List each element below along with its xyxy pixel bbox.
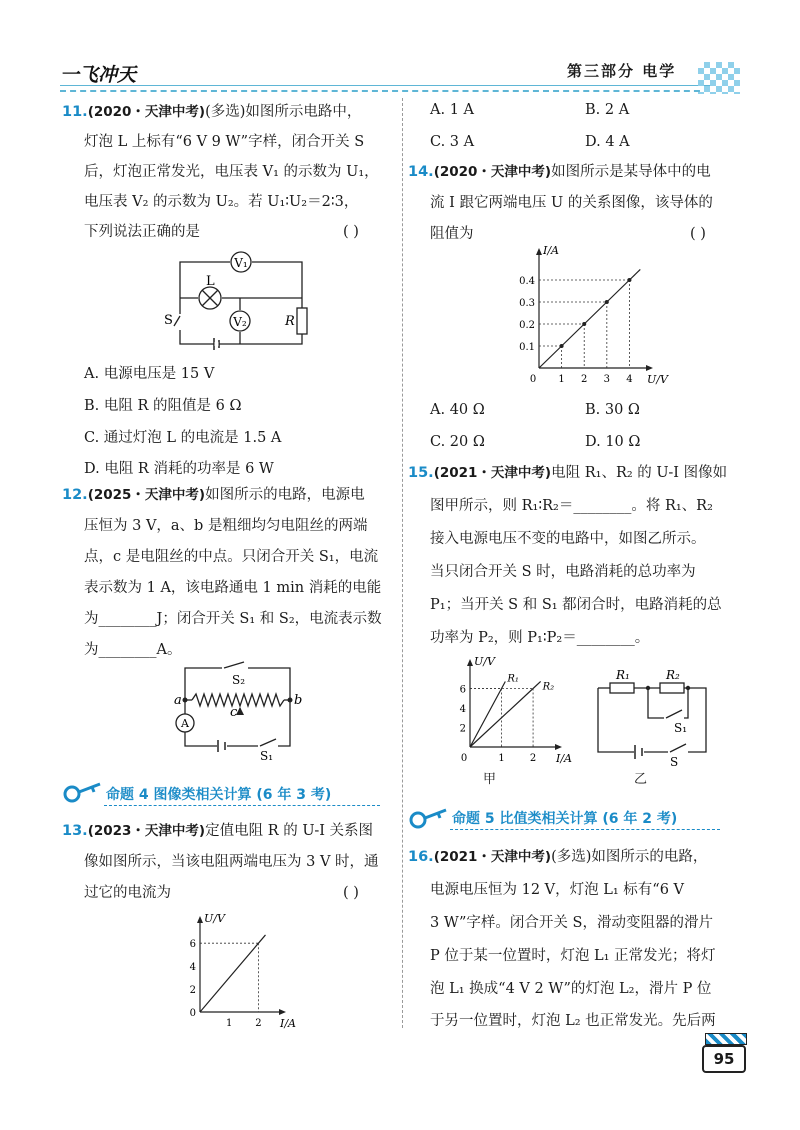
- x-axis-arrow: [279, 1009, 286, 1015]
- topic-4-heading: 命题 4 图像类相关计算 (6 年 3 考): [106, 787, 332, 803]
- q11-option-d: D. 电阻 R 消耗的功率是 6 W: [84, 461, 274, 477]
- series-line-0: [539, 269, 640, 368]
- q15-fig-a-caption: 甲: [483, 772, 497, 787]
- q12-line-2: 压恒为 3 V，a、b 是粗细均匀电阻丝的两端: [84, 518, 368, 534]
- q11-switch-label: S: [164, 313, 173, 328]
- q14-number: 14.: [408, 164, 434, 180]
- x-axis-label: U/V: [647, 373, 668, 386]
- x-tick-label: 1: [498, 753, 505, 764]
- series-line-1: [470, 681, 541, 747]
- q13-option-a: A. 1 A: [430, 102, 474, 118]
- q12-line-1: 12.(2025・天津中考)如图所示的电路，电源电: [62, 487, 365, 503]
- topic-4-count: (6 年 3 考): [256, 787, 332, 803]
- q16-line-6: 于另一位置时，灯泡 L₂ 也正常发光。先后两: [430, 1013, 716, 1029]
- q15-line-4: 当只闭合开关 S 时，电路消耗的总功率为: [430, 564, 696, 580]
- q13-line-1: 13.(2023・天津中考)定值电阻 R 的 U-I 关系图: [62, 823, 374, 839]
- y-tick-label: 4: [459, 704, 466, 715]
- x-axis-label: I/A: [280, 1017, 296, 1030]
- x-axis-arrow: [555, 744, 562, 750]
- topic-5-count: (6 年 2 考): [602, 811, 678, 827]
- q14-source: (2020・天津中考): [433, 164, 552, 180]
- x-axis-arrow: [646, 365, 653, 371]
- q14-line-3: 阻值为: [430, 226, 474, 242]
- q14-option-b: B. 30 Ω: [585, 402, 640, 418]
- q16-line-4: P 位于某一位置时，灯泡 L₁ 正常发光；将灯: [430, 948, 716, 964]
- y-tick-label: 6: [459, 684, 466, 696]
- key-icon: [408, 806, 450, 830]
- q15-line-2: 图甲所示，则 R₁∶R₂＝________。将 R₁、R₂: [430, 498, 713, 514]
- q14-option-d: D. 10 Ω: [585, 434, 641, 450]
- q11-v2-label: V₂: [233, 315, 247, 329]
- header-rule: [60, 85, 710, 86]
- q13-number: 13.: [62, 823, 88, 839]
- y-axis-arrow: [197, 916, 203, 923]
- page-number-decoration: [705, 1033, 747, 1045]
- y-tick-label: 0: [189, 1008, 196, 1019]
- page-header: [0, 0, 800, 100]
- q12-line-3: 点，c 是电阻丝的中点。只闭合开关 S₁，电流: [84, 549, 379, 565]
- q11-line-1: 11.(2020・天津中考)(多选)如图所示电路中，: [62, 104, 362, 120]
- q15-s-label: S: [670, 755, 679, 769]
- q13-source: (2023・天津中考): [87, 823, 206, 839]
- x-tick-label: 2: [529, 753, 537, 764]
- header-checker-decoration: [698, 62, 740, 94]
- q12-source: (2025・天津中考): [87, 487, 206, 503]
- x-tick-label: 0: [529, 374, 537, 385]
- y-axis-label: U/V: [204, 912, 225, 925]
- y-tick-label: 0.3: [519, 298, 535, 309]
- q14-line-1: 14.(2020・天津中考)如图所示是某导体中的电: [408, 164, 711, 180]
- q14-iu-graph: [505, 244, 668, 387]
- q13-ui-graph: [170, 912, 320, 1032]
- q15-line-3: 接入电源电压不变的电路中，如图乙所示。: [430, 531, 706, 547]
- q15-r1-label: R₁: [616, 668, 630, 682]
- q13-answer-bracket: ( ): [343, 885, 359, 901]
- q12-s1-label: S₁: [260, 749, 274, 763]
- q12-number: 12.: [62, 487, 88, 503]
- y-axis-label: I/A: [543, 244, 559, 257]
- y-tick-label: 0.4: [519, 276, 535, 287]
- q11-line-2: 灯泡 L 上标有“6 V 9 W”字样，闭合开关 S: [84, 134, 365, 150]
- q16-line-3: 3 W”字样。闭合开关 S，滑动变阻器的滑片: [430, 915, 713, 931]
- y-axis-arrow: [536, 248, 542, 255]
- q11-line-4: 电压表 V₂ 的示数为 U₂。若 U₁∶U₂＝2∶3，: [84, 194, 359, 210]
- y-tick-label: 4: [189, 962, 196, 974]
- q15-line-1: 15.(2021・天津中考)电阻 R₁、R₂ 的 U-I 图像如: [408, 465, 728, 481]
- x-axis-label: I/A: [556, 752, 572, 765]
- q12-point-b: b: [294, 693, 303, 708]
- q14-answer-bracket: ( ): [690, 226, 706, 242]
- x-tick-label: 4: [626, 374, 633, 385]
- data-point: [582, 322, 586, 326]
- y-axis-arrow: [467, 659, 473, 666]
- topic-4-underline: [104, 805, 380, 806]
- q12-line-6: 为________A。: [84, 642, 182, 658]
- q15-s1-label: S₁: [674, 721, 688, 735]
- q16-line-1: 16.(2021・天津中考)(多选)如图所示的电路，: [408, 849, 708, 865]
- q16-line-2: 电源电压恒为 12 V，灯泡 L₁ 标有“6 V: [430, 882, 685, 898]
- q11-option-a: A. 电源电压是 15 V: [84, 366, 215, 382]
- q15-number: 15.: [408, 465, 434, 481]
- q15-fig-b-caption: 乙: [634, 772, 648, 787]
- q11-resistor-label: R: [285, 314, 295, 329]
- y-tick-label: 2: [189, 985, 196, 997]
- q16-line-5: 泡 L₁ 换成“4 V 2 W”的灯泡 L₂，滑片 P 位: [430, 981, 712, 997]
- q13-line-2: 像如图所示，当该电阻两端电压为 3 V 时，通: [84, 854, 379, 870]
- y-tick-label: 2: [459, 723, 466, 735]
- q11-number: 11.: [62, 104, 88, 120]
- q11-line-5: 下列说法正确的是: [84, 224, 200, 240]
- q12-ammeter-label: A: [181, 717, 189, 730]
- q12-line-5: 为________J；闭合开关 S₁ 和 S₂，电流表示数: [84, 611, 382, 627]
- q15-r2-label: R₂: [666, 668, 680, 682]
- topic-5-underline: [450, 829, 720, 830]
- x-tick-label: 1: [226, 1018, 233, 1029]
- y-tick-label: 0.2: [519, 320, 535, 331]
- x-tick-label: 0: [460, 753, 468, 764]
- q12-s2-label: S₂: [232, 673, 246, 687]
- series-label: R₂: [542, 681, 555, 693]
- data-point: [605, 300, 609, 304]
- y-tick-label: 0.1: [519, 342, 535, 353]
- x-tick-label: 1: [558, 374, 565, 385]
- q13-option-d: D. 4 A: [585, 134, 630, 150]
- data-point: [627, 278, 631, 282]
- header-dashed-rule: [60, 90, 710, 92]
- x-tick-label: 2: [581, 374, 588, 385]
- q11-option-c: C. 通过灯泡 L 的电流是 1.5 A: [84, 430, 282, 446]
- y-tick-label: 6: [189, 939, 196, 951]
- q12-point-c: c: [230, 705, 238, 720]
- q15-line-5: P₁；当开关 S 和 S₁ 都闭合时，电路消耗的总: [430, 597, 722, 613]
- q13-option-c: C. 3 A: [430, 134, 475, 150]
- q13-line-3: 过它的电流为: [84, 885, 171, 901]
- series-line-0: [200, 935, 265, 1012]
- q12-point-a: a: [174, 693, 182, 708]
- y-axis-label: U/V: [474, 655, 495, 668]
- q15-source: (2021・天津中考): [433, 465, 552, 481]
- x-tick-label: 3: [603, 374, 611, 385]
- q15-ui-graph-a: [440, 655, 570, 767]
- key-icon: [62, 780, 104, 804]
- q14-line-2: 流 I 跟它两端电压 U 的关系图像，该导体的: [430, 195, 713, 211]
- q11-answer-bracket: ( ): [343, 224, 359, 240]
- data-point: [560, 344, 564, 348]
- q16-source: (2021・天津中考): [433, 849, 552, 865]
- q11-v1-label: V₁: [234, 256, 248, 270]
- series-line-0: [470, 681, 505, 747]
- q11-line-3: 后，灯泡正常发光，电压表 V₁ 的示数为 U₁，: [84, 164, 379, 180]
- q11-option-b: B. 电阻 R 的阻值是 6 Ω: [84, 398, 242, 414]
- section-title: 第三部分 电学: [567, 62, 677, 80]
- brand-logo: 一飞冲天: [60, 64, 137, 86]
- q16-number: 16.: [408, 849, 434, 865]
- topic-5-heading: 命题 5 比值类相关计算 (6 年 2 考): [452, 811, 678, 827]
- page-number: 95: [702, 1045, 746, 1073]
- q14-option-c: C. 20 Ω: [430, 434, 485, 450]
- q11-circuit-diagram: [160, 250, 330, 355]
- q12-circuit-diagram: [160, 660, 310, 763]
- q15-circuit-diagram: [588, 668, 718, 768]
- q15-line-6: 功率为 P₂，则 P₁∶P₂＝________。: [430, 630, 650, 646]
- q12-line-4: 表示数为 1 A，该电路通电 1 min 消耗的电能: [84, 580, 382, 596]
- q13-option-b: B. 2 A: [585, 102, 630, 118]
- x-tick-label: 2: [255, 1018, 262, 1029]
- series-label: R₁: [507, 673, 519, 685]
- q14-option-a: A. 40 Ω: [430, 402, 485, 418]
- column-divider: [402, 98, 403, 1028]
- q11-lamp-label: L: [206, 274, 215, 289]
- q11-source: (2020・天津中考): [87, 104, 206, 120]
